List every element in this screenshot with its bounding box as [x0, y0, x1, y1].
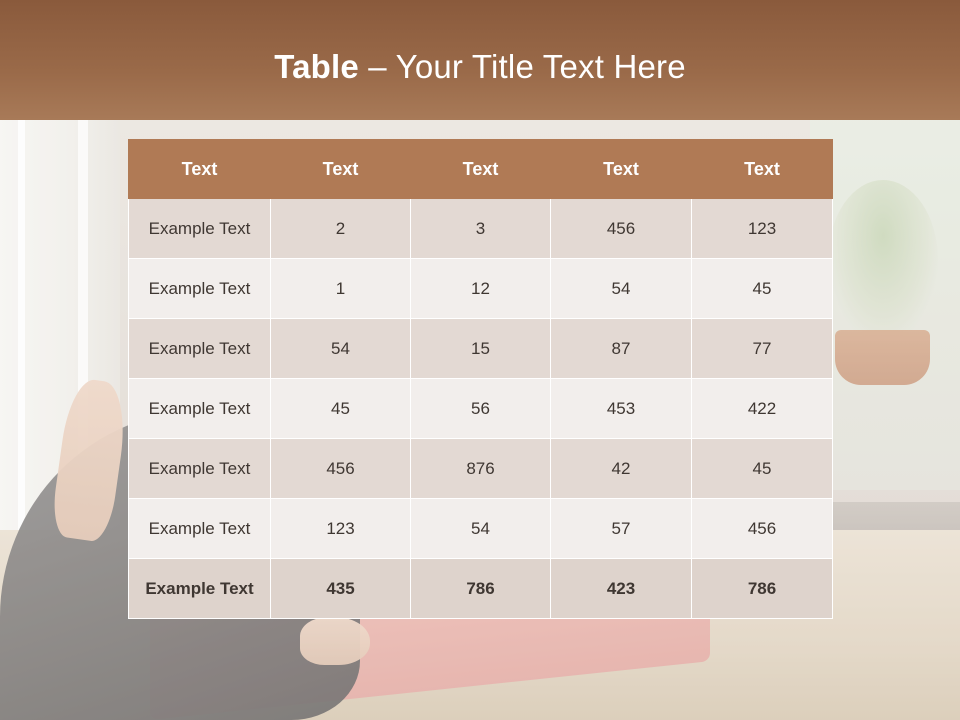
row-cell: 453 [551, 379, 692, 439]
data-table-container [128, 139, 832, 619]
table-row [129, 319, 833, 379]
row-cell: 123 [271, 499, 411, 559]
row-cell: 54 [551, 259, 692, 319]
row-cell: 786 [411, 559, 551, 619]
column-header-3[interactable]: Text [411, 140, 551, 199]
column-header-5[interactable]: Text [692, 140, 833, 199]
row-cell: 54 [411, 499, 551, 559]
row-cell: 876 [411, 439, 551, 499]
row-cell: 54 [271, 319, 411, 379]
page-title-separator: – [358, 48, 396, 85]
row-label: Example Text [129, 319, 271, 379]
row-cell: 786 [692, 559, 833, 619]
table-header-row [129, 140, 833, 199]
row-cell: 435 [271, 559, 411, 619]
table-row [129, 199, 833, 259]
page-title [0, 48, 960, 86]
row-cell: 77 [692, 319, 833, 379]
row-label: Example Text [129, 439, 271, 499]
row-cell: 45 [692, 259, 833, 319]
row-cell: 456 [551, 199, 692, 259]
row-cell: 57 [551, 499, 692, 559]
row-label: Example Text [129, 499, 271, 559]
table-row [129, 499, 833, 559]
row-cell: 3 [411, 199, 551, 259]
table-row [129, 439, 833, 499]
row-cell: 423 [551, 559, 692, 619]
row-cell: 87 [551, 319, 692, 379]
row-cell: 2 [271, 199, 411, 259]
table-row [129, 259, 833, 319]
row-cell: 15 [411, 319, 551, 379]
row-cell: 422 [692, 379, 833, 439]
column-header-1[interactable]: Text [129, 140, 271, 199]
row-cell: 42 [551, 439, 692, 499]
row-cell: 456 [692, 499, 833, 559]
table-header [129, 140, 833, 199]
row-cell: 12 [411, 259, 551, 319]
row-label: Example Text [129, 259, 271, 319]
row-cell: 56 [411, 379, 551, 439]
row-cell: 1 [271, 259, 411, 319]
row-cell: 123 [692, 199, 833, 259]
table-body [129, 199, 833, 619]
page-title-light: Your Title Text Here [395, 48, 686, 85]
row-label: Example Text [129, 379, 271, 439]
table-row [129, 379, 833, 439]
row-cell: 45 [271, 379, 411, 439]
column-header-2[interactable]: Text [271, 140, 411, 199]
page-title-bold: Table [274, 48, 359, 85]
row-label: Example Text [129, 199, 271, 259]
table-total-row [129, 559, 833, 619]
row-label: Example Text [129, 559, 271, 619]
row-cell: 45 [692, 439, 833, 499]
row-cell: 456 [271, 439, 411, 499]
data-table [128, 139, 833, 619]
column-header-4[interactable]: Text [551, 140, 692, 199]
